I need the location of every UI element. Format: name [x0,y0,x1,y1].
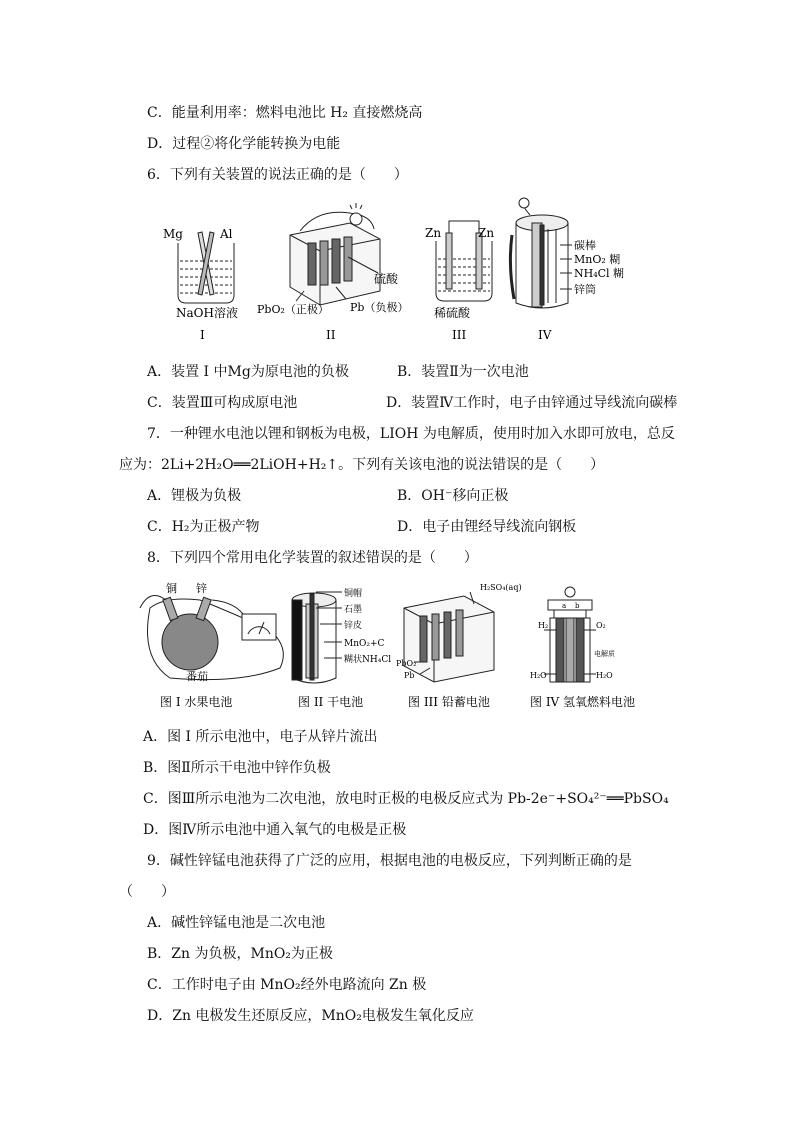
device-iv-dry-cell [510,195,572,308]
fig-ii-cap-label: 铜帽 [344,589,363,599]
q9-option-a: A．碱性锌锰电池是二次电池 [147,915,326,931]
q8-option-a: A．图 I 所示电池中，电子从锌片流出 [143,729,378,745]
device-i-al-label: Al [220,227,233,241]
q5-option-d: D．过程②将化学能转换为电能 [147,136,341,152]
q9-option-b: B．Zn 为负极，MnO₂为正极 [147,946,333,962]
device-iii-zn-left-label: Zn [425,226,442,240]
fig-iii-lead-battery [404,592,494,682]
fig-ii-caption: 图 II 干电池 [298,695,364,709]
q9-stem-line2: （ ） [119,884,175,900]
fig-iv-electrolyte-label: 电解质 [594,650,615,658]
fig-iii-h2so4-label: H₂SO₄(aq) [480,583,522,592]
q7-option-c: C．H₂为正极产物 [147,519,260,535]
fig-iv-o2-label: O₂ [596,621,606,630]
q7-stem-line1: 7．一种锂水电池以锂和钢板为电极，LIOH 为电解质，使用时加入水即可放电，总反 [147,426,675,442]
device-i-mg-label: Mg [163,227,183,241]
q8-figure [0,578,794,718]
device-i-solution-label: NaOH溶液 [176,306,238,320]
fig-iii-pbo2-label: PbO₂ [396,659,417,668]
q8-option-d: D．图Ⅳ所示电池中通入氧气的电极是正极 [143,822,407,838]
q9-stem-line1: 9．碱性锌锰电池获得了广泛的应用，根据电池的电极反应，下列判断正确的是 [147,853,632,869]
fig-i-caption: 图 I 水果电池 [160,695,233,709]
q8-option-b: B．图Ⅱ所示干电池中锌作负极 [143,760,331,776]
device-iv-carbon-rod-label: 碳棒 [574,239,596,252]
q6-option-a: A．装置 I 中Mg为原电池的负极 [147,364,349,380]
device-ii-battery [290,203,380,305]
fig-ii-dry-cell [292,592,342,683]
fig-iii-caption: 图 III 铅蓄电池 [408,695,490,709]
q9-option-d: D．Zn 电极发生还原反应，MnO₂电极发生氧化反应 [147,1008,474,1024]
fig-iv-a-label: a [562,602,567,610]
fig-ii-zinc-skin-label: 锌皮 [344,621,363,631]
fig-i-copper-label: 铜 [166,582,177,595]
device-iv-mno2-label: MnO₂ 糊 [574,253,621,266]
fig-ii-nh4cl-label: 糊状NH₄Cl [344,655,392,665]
device-ii-number: II [326,328,336,342]
fig-iv-b-label: b [575,602,580,610]
device-ii-pbo2-label: PbO₂（正极） [257,303,329,316]
device-ii-pb-label: Pb（负极） [350,301,409,314]
fig-iv-h2o-right-label: H₂O [596,671,613,680]
q6-stem: 6．下列有关装置的说法正确的是（ ） [147,167,408,183]
device-i-beaker [178,232,234,303]
fig-iv-caption: 图 IV 氢氧燃料电池 [530,695,636,709]
q6-option-c: C．装置Ⅲ可构成原电池 [147,395,298,411]
fig-iii-pb-label: Pb [404,671,415,680]
fig-ii-mno2-label: MnO₂+C [344,639,385,649]
device-i-number: I [200,328,205,342]
fig-iv-fuel-cell [544,587,596,682]
fig-i-tomato-label: 番茄 [186,670,208,683]
device-iii-solution-label: 稀硫酸 [434,306,471,320]
q7-option-b: B．OH⁻移向正极 [397,488,509,504]
q9-option-c: C．工作时电子由 MnO₂经外电路流向 Zn 极 [147,977,427,993]
fig-i-zinc-label: 锌 [196,582,207,595]
q7-option-d: D．电子由锂经导线流向钢板 [397,519,577,535]
q6-option-b: B．装置Ⅱ为一次电池 [397,364,529,380]
q8-stem: 8．下列四个常用电化学装置的叙述错误的是（ ） [147,550,478,566]
q7-option-a: A．锂极为负极 [147,488,242,504]
fig-iv-h2-label: H₂ [538,621,549,630]
q6-option-d: D．装置Ⅳ工作时，电子由锌通过导线流向碳棒 [386,395,678,411]
fig-i-fruit-battery [140,596,283,680]
device-iii-zn-right-label: Zn [478,226,495,240]
device-iii-number: III [452,328,467,342]
device-ii-acid-label: 硫酸 [374,272,399,286]
device-iv-zinc-can-label: 锌筒 [574,283,596,296]
q8-option-c: C．图Ⅲ所示电池为二次电池，放电时正极的电极反应式为 Pb-2e⁻+SO₄²⁻══PbSO₄ [143,791,669,807]
q5-option-c: C．能量利用率：燃料电池比 H₂ 直接燃烧高 [147,105,423,121]
fig-ii-graphite-label: 石墨 [344,605,363,615]
device-iv-number: IV [538,328,552,342]
fig-iv-h2o-left-label: H₂O [530,671,547,680]
q7-stem-line2: 应为：2Li+2H₂O══2LiOH+H₂↑。下列有关该电池的说法错误的是（ ） [119,457,605,473]
q6-figure [0,195,794,355]
device-iv-nh4cl-label: NH₄Cl 糊 [574,267,625,280]
